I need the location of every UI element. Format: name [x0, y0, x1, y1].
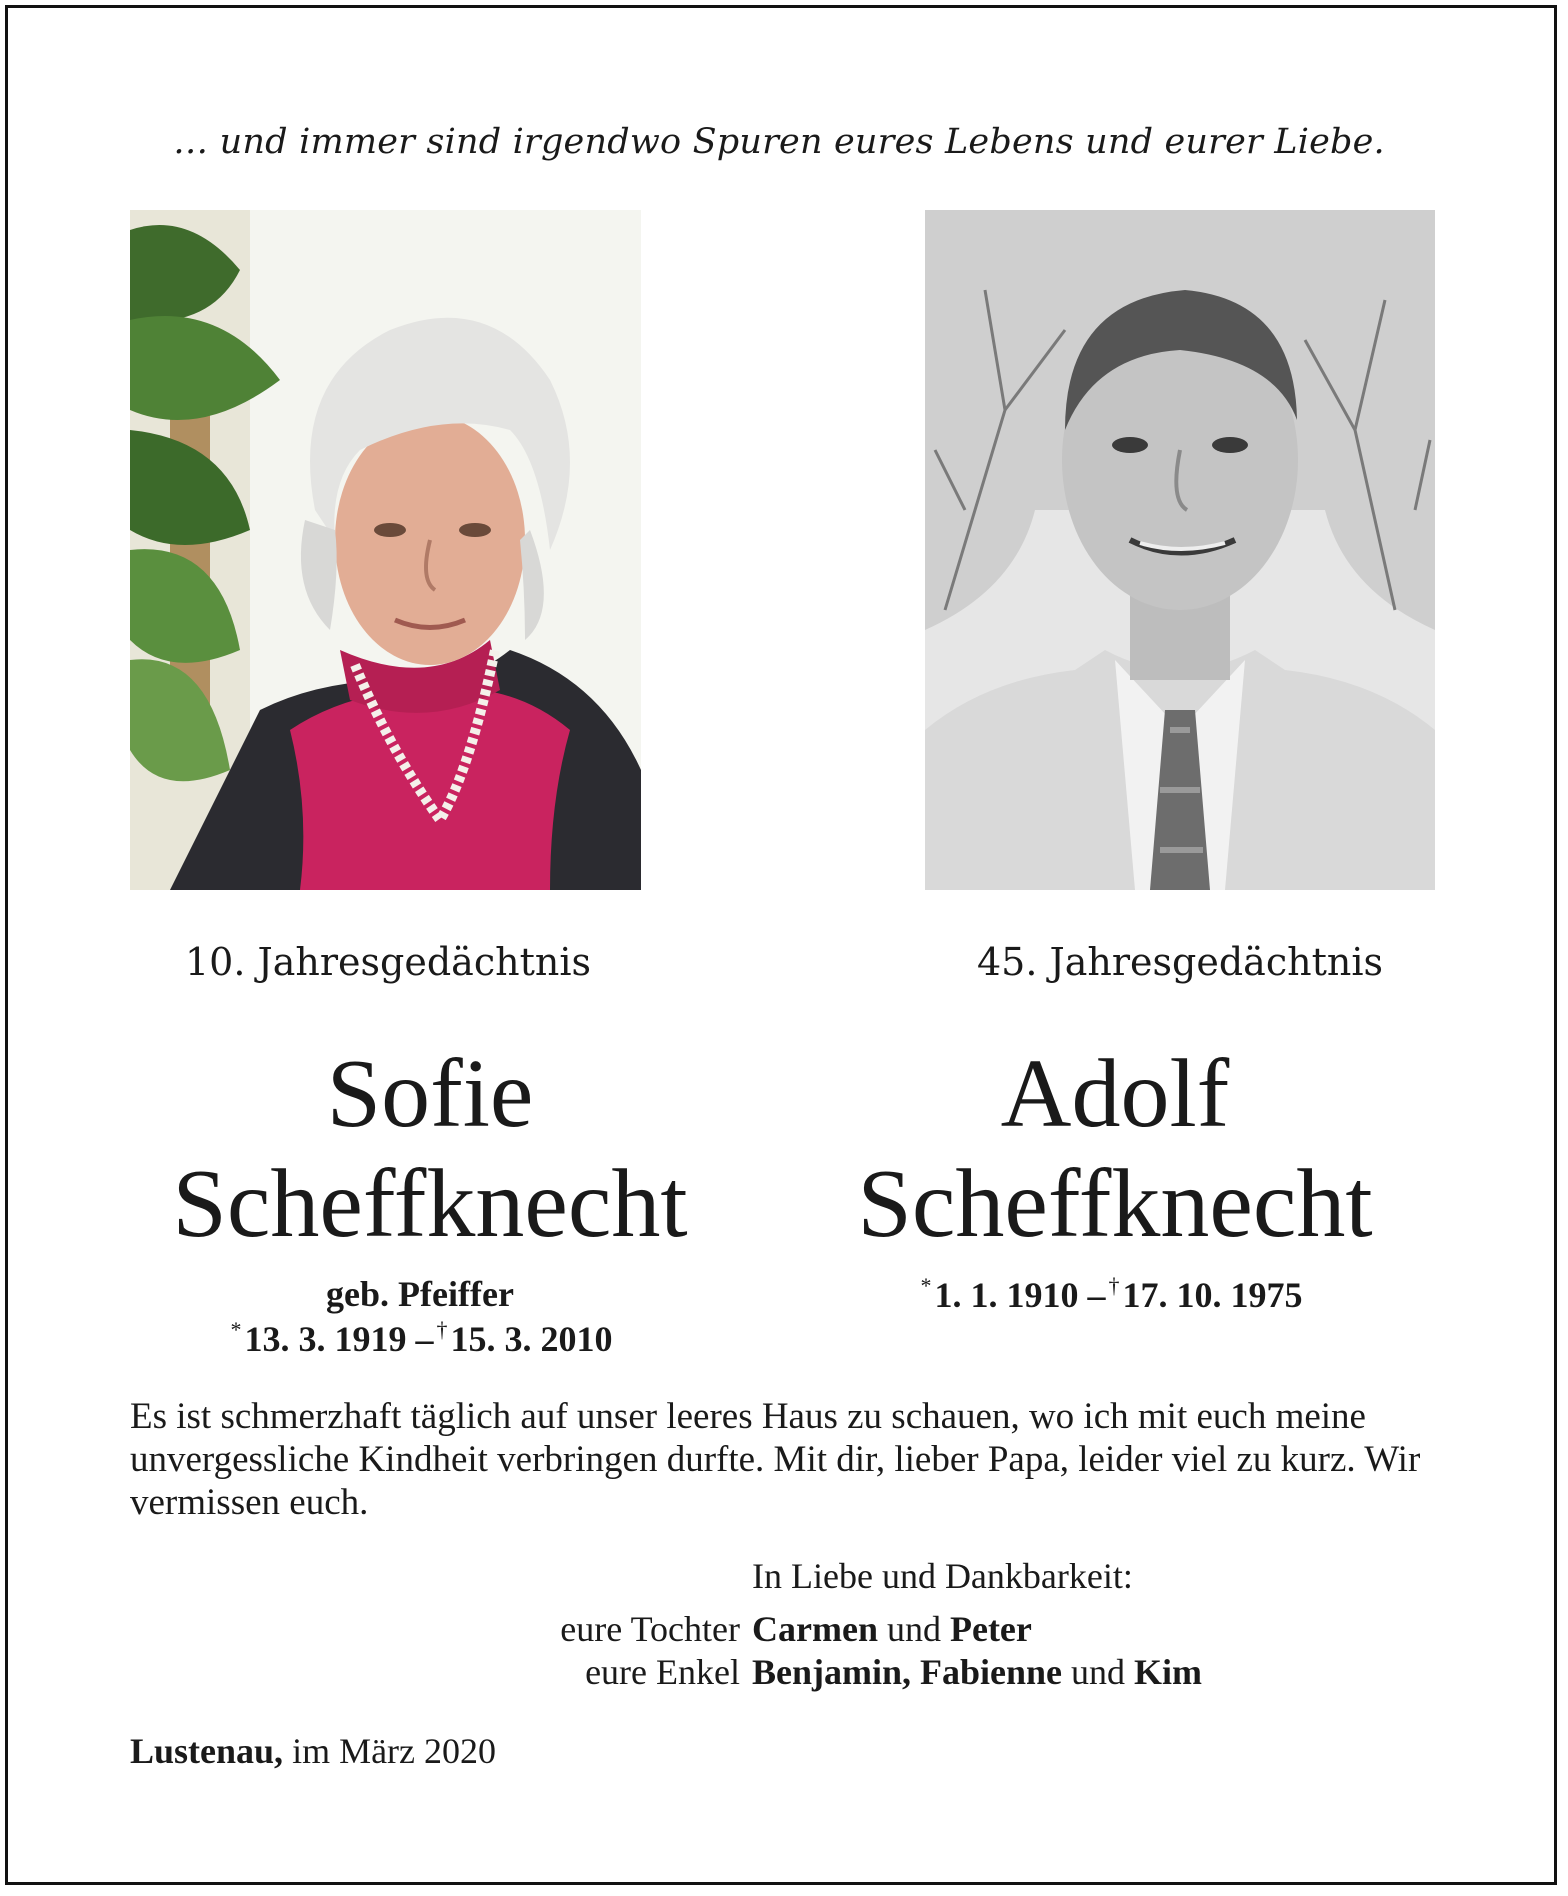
grandchildren-first: Benjamin, Fabienne: [752, 1652, 1063, 1692]
message-text: Es ist schmerzhaft täglich auf unser leeres Haus zu schauen, wo ich mit euch meine unvergessliche Kindheit verbringen durfte. Mit dir, lieber Papa, leider viel zu kurz. Wir vermissen euch.: [130, 1396, 1421, 1523]
daughter-label: eure Tochter: [560, 1609, 740, 1649]
footer-place-date: [130, 1730, 496, 1772]
signature-heading: In Liebe und Dankbarkeit:: [752, 1556, 1133, 1596]
daughter-conj: und: [886, 1609, 941, 1649]
daughter-partner: Peter: [949, 1609, 1032, 1649]
adolf-last-name: Scheffknecht: [857, 1150, 1373, 1258]
footer-date: im März 2020: [292, 1731, 497, 1771]
memorial-adolf: 45. Jahresgedächtnis: [977, 940, 1383, 984]
sofie-maiden-name: geb. Pfeiffer: [326, 1274, 514, 1314]
adolf-died-date: 17. 10. 1975: [1122, 1275, 1303, 1315]
motto-line: … und immer sind irgendwo Spuren eures Lebens und eurer Liebe.: [173, 122, 1385, 162]
photo-sofie: [130, 210, 641, 890]
sofie-first-name: Sofie: [326, 1040, 534, 1148]
daughter-name: Carmen: [752, 1609, 878, 1649]
grandchildren-names: [752, 1651, 1202, 1693]
sofie-born-date: 13. 3. 1919: [244, 1319, 407, 1359]
sofie-died-date: 15. 3. 2010: [450, 1319, 613, 1359]
memorial-sofie: 10. Jahresgedächtnis: [185, 940, 591, 984]
adolf-dates: [830, 1273, 1390, 1316]
date-dash: –: [415, 1319, 434, 1359]
photo-adolf: [925, 210, 1435, 890]
born-mark: *: [230, 1317, 242, 1342]
born-mark: *: [920, 1273, 932, 1298]
grandchildren-label: eure Enkel: [585, 1652, 740, 1692]
adolf-first-name: Adolf: [1000, 1040, 1230, 1148]
sofie-last-name: Scheffknecht: [172, 1150, 688, 1258]
grandchildren-conj: und: [1071, 1652, 1126, 1692]
footer-place: Lustenau,: [130, 1731, 284, 1771]
grandchildren-last: Kim: [1134, 1652, 1203, 1692]
adolf-born-date: 1. 1. 1910: [934, 1275, 1079, 1315]
daughter-names: [752, 1608, 1032, 1650]
sofie-dates: [140, 1317, 700, 1360]
died-mark: †: [1108, 1273, 1120, 1298]
died-mark: †: [436, 1317, 448, 1342]
date-dash: –: [1087, 1275, 1106, 1315]
